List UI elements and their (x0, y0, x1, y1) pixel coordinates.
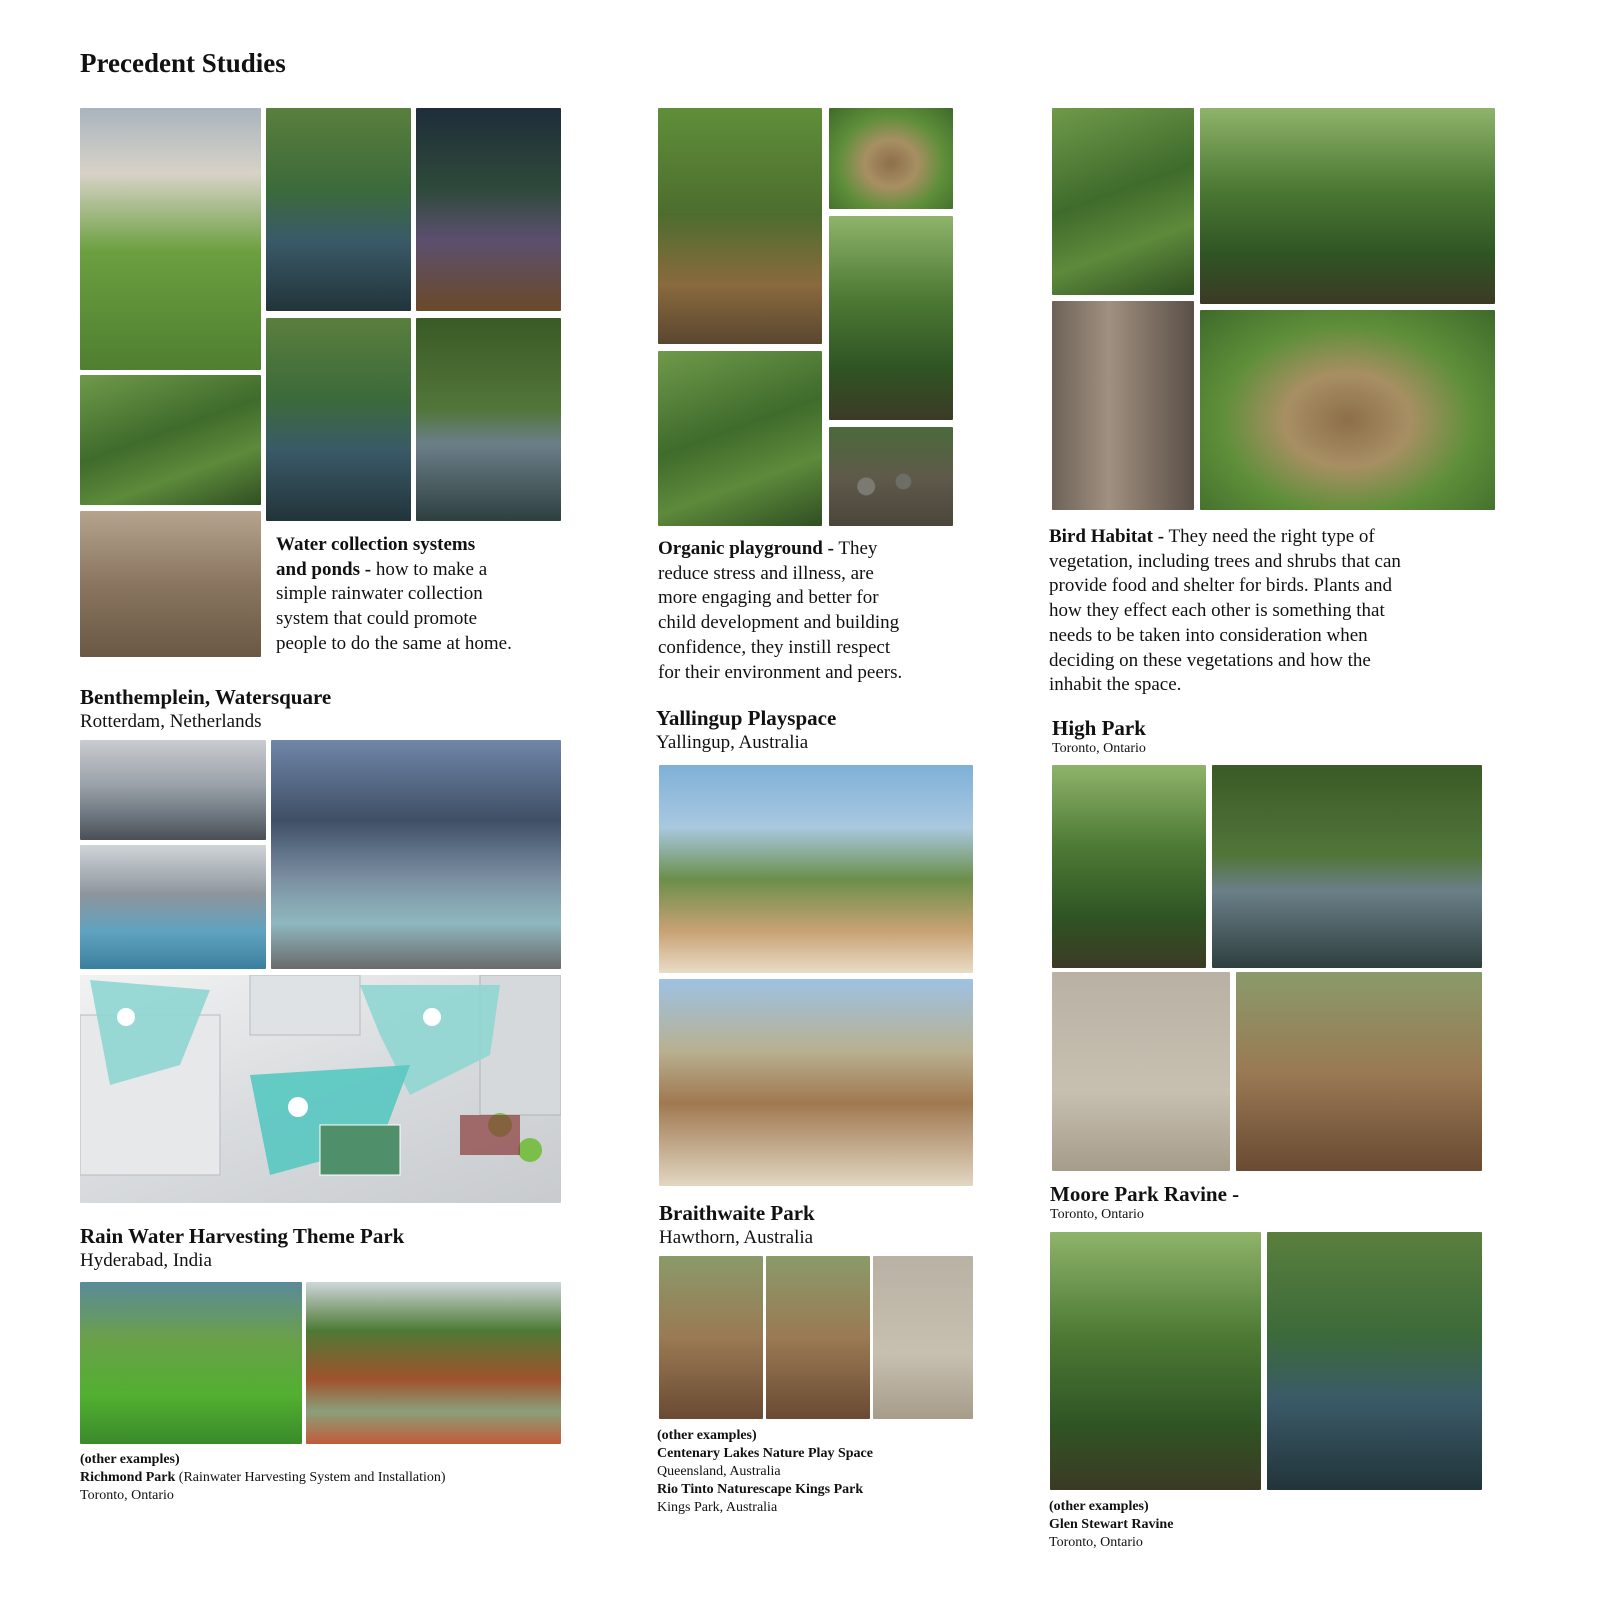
water-line: people to do the same at home. (276, 632, 512, 654)
water-line: simple rainwater collection (276, 583, 483, 605)
richmond-park-location: Toronto, Ontario (80, 1488, 174, 1503)
braithwaite-location: Hawthorn, Australia (659, 1227, 814, 1248)
organic-line: more engaging and better for (658, 587, 879, 609)
column3-other-examples (1049, 1498, 1349, 1552)
richmond-park-detail: (Rainwater Harvesting System and Installation) (175, 1470, 446, 1485)
rainwater-park-title: Rain Water Harvesting Theme Park (80, 1224, 405, 1248)
benthemplein-title: Benthemplein, Watersquare (80, 685, 332, 709)
log-climb-photo (829, 216, 953, 420)
centenary-lakes-location: Queensland, Australia (657, 1464, 781, 1479)
water-line: system that could promote (276, 608, 478, 630)
lit-pond-photo (416, 108, 561, 311)
birdhouse-garden-photo (1052, 108, 1194, 295)
organic-heading: Organic playground - (658, 538, 834, 559)
nestlings-photo (1200, 310, 1495, 510)
high-park-tree-photo (1052, 765, 1206, 968)
braithwaite-title: Braithwaite Park (659, 1201, 815, 1225)
ravine-creek-photo (1267, 1232, 1482, 1490)
rio-tinto-name: Rio Tinto Naturescape Kings Park (657, 1482, 864, 1497)
organic-line: confidence, they instill respect (658, 636, 891, 658)
bird-feeders-photo (1200, 108, 1495, 304)
watersquare-steps-photo (80, 740, 266, 840)
sparrows-path-photo (1052, 972, 1230, 1171)
garden-pond-photo (416, 318, 561, 521)
yallingup-playground-photo (659, 979, 973, 1186)
birdhouse-tree-photo (1052, 301, 1194, 510)
moore-park-location: Toronto, Ontario (1050, 1207, 1144, 1222)
rio-tinto-location: Kings Park, Australia (657, 1500, 778, 1515)
braithwaite-water-play-photo (873, 1256, 973, 1419)
bird-heading: Bird Habitat - (1049, 526, 1165, 547)
ravine-forest-photo (1050, 1232, 1261, 1490)
yallingup-location: Yallingup, Australia (656, 732, 809, 753)
bird-line: needs to be taken into consideration when (1049, 624, 1368, 646)
column2-other-examples (657, 1427, 977, 1517)
braithwaite-stumps-photo (766, 1256, 870, 1419)
organic-line: reduce stress and illness, are (658, 562, 874, 584)
column1-other-examples (80, 1451, 580, 1505)
water-heading-line1: Water collection systems (276, 534, 476, 555)
other-examples-label: (other examples) (80, 1452, 180, 1467)
centenary-lakes-name: Centenary Lakes Nature Play Space (657, 1446, 873, 1461)
water-heading-line2: and ponds - (276, 558, 372, 580)
high-park-pond-photo (1212, 765, 1482, 968)
organic-playground-description (658, 537, 968, 685)
water-line2-rest: how to make a (371, 558, 488, 580)
bird-line: inhabit the space. (1049, 674, 1182, 696)
braithwaite-deck-photo (659, 1256, 763, 1419)
organic-line: for their environment and peers. (658, 661, 903, 683)
rainwater-park-location: Hyderabad, India (80, 1250, 212, 1271)
bird-habitat-description (1049, 525, 1499, 698)
bird-line: provide food and shelter for birds. Plants and (1049, 575, 1392, 597)
high-park-location: Toronto, Ontario (1052, 741, 1146, 756)
other-examples-label: (other examples) (657, 1428, 757, 1443)
stump-path-photo (658, 108, 822, 344)
bird-line: deciding on these vegetations and how the (1049, 649, 1371, 671)
excavation-photo (80, 511, 261, 657)
fallen-branches-photo (1236, 972, 1482, 1171)
bird-line: how they effect each other is something that (1049, 600, 1385, 622)
glen-stewart-location: Toronto, Ontario (1049, 1535, 1143, 1550)
moore-park-title: Moore Park Ravine - (1050, 1182, 1240, 1206)
reservoir-photo (306, 1282, 561, 1444)
bird-line: vegetation, including trees and shrubs that can (1049, 550, 1401, 572)
water-collection-description (276, 533, 576, 657)
giant-nest-photo (829, 108, 953, 209)
stepping-stones-photo (829, 427, 953, 526)
rain-garden-photo (80, 108, 261, 370)
watersquare-dusk-photo (271, 740, 561, 969)
rock-creek-photo (266, 318, 411, 521)
glen-stewart-name: Glen Stewart Ravine (1049, 1517, 1174, 1532)
signage-garden-photo (80, 1282, 302, 1444)
timber-frame-photo (658, 351, 822, 526)
other-examples-label: (other examples) (1049, 1499, 1149, 1514)
bird-line1-rest: They need the right type of (1164, 526, 1375, 547)
watersquare-model-render (80, 975, 561, 1203)
page-title: Precedent Studies (80, 48, 286, 78)
organic-line1-rest: They (833, 538, 878, 559)
high-park-title: High Park (1052, 716, 1146, 740)
yallingup-title: Yallingup Playspace (656, 706, 837, 730)
yallingup-posts-photo (659, 765, 973, 973)
benthemplein-location: Rotterdam, Netherlands (80, 711, 262, 732)
richmond-park-name: Richmond Park (80, 1470, 176, 1485)
digging-trench-photo (80, 375, 261, 505)
organic-line: child development and building (658, 612, 900, 634)
stream-photo (266, 108, 411, 311)
watersquare-pool-photo (80, 845, 266, 969)
